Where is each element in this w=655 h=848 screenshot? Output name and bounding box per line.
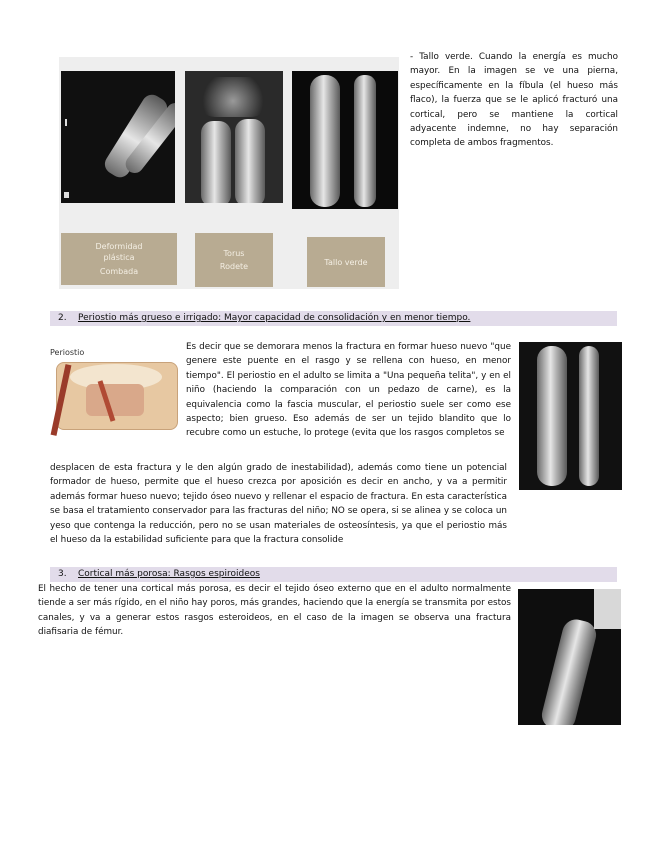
periosteum-label: Periostio [50,348,85,357]
xray-greenstick [292,71,398,209]
label-torus: Torus Rodete [195,233,273,287]
xray-torus [185,71,283,203]
section-2-paragraph-right: Es decir que se demorara menos la fractura en formar hueso nuevo "que genere este puente en el rasgo y se rellena con hueso, en menor tiempo". El periostio en el adulto se limita a "Una pequeña telita", y en el niño (haciendo la comparación con un pedazo de carne), es la equivalencia como la fascia muscular, el periostio suele ser como ese aspecto; bien grueso. Eso además de ser un tejido blandito que lo recubre como un estuche, lo protege (evita que los rasgos completos se [186,342,511,439]
periosteum-illustration [50,340,180,438]
section-2-heading: 2. Periostio más grueso e irrigado: Mayor capacidad de consolidación y en menor tiempo. [50,311,617,326]
section-3-heading: 3. Cortical más porosa: Rasgos espiroideos [50,567,617,582]
label-greenstick: Tallo verde [307,237,385,287]
xray-tibia [519,342,622,490]
fracture-types-figure [59,57,399,289]
label-plastic-deformation: Deformidad plástica Combada [61,233,177,285]
section-3-paragraph: El hecho de tener una cortical más porosa, es decir el tejido óseo externo que en el adulto normalmente tiende a ser más rígido, en el niño hay poros, más grandes, haciendo que la energía se transmita por estos canales, y va a generar estos rasgos esteroideos, en el caso de la imagen se observa una fractura diafisaria de fémur. [38,584,511,638]
section-2-paragraph-full: desplacen de esta fractura y le den algún grado de inestabilidad), además como tiene un potencial formador de hueso, permite que el hueso crezca por aposición es decir en ancho, y va a permitir además formar hueso nuevo; tejido óseo nuevo y rellenar el espacio de fractura. En esta característica se basa el tratamiento conservador para las fracturas del niño; NO se opera, si se alinea y se coloca un yeso que contenga la reducción, pero no se usan materiales de osteosíntesis, ya que el periostio más el hueso da la estabilidad suficiente para que la fractura consolide [50,463,507,546]
xray-femur [518,589,621,725]
greenstick-description: - Tallo verde. Cuando la energía es mucho mayor. En la imagen se ve una pierna, específicamente en la fíbula (el hueso más flaco), la fuerza que se le aplicó fracturó una cortical, pero se mantiene la cortical adyacente indemne, no hay separación completa de ambos fragmentos. [410,52,618,149]
xray-plastic-deformation [61,71,175,203]
